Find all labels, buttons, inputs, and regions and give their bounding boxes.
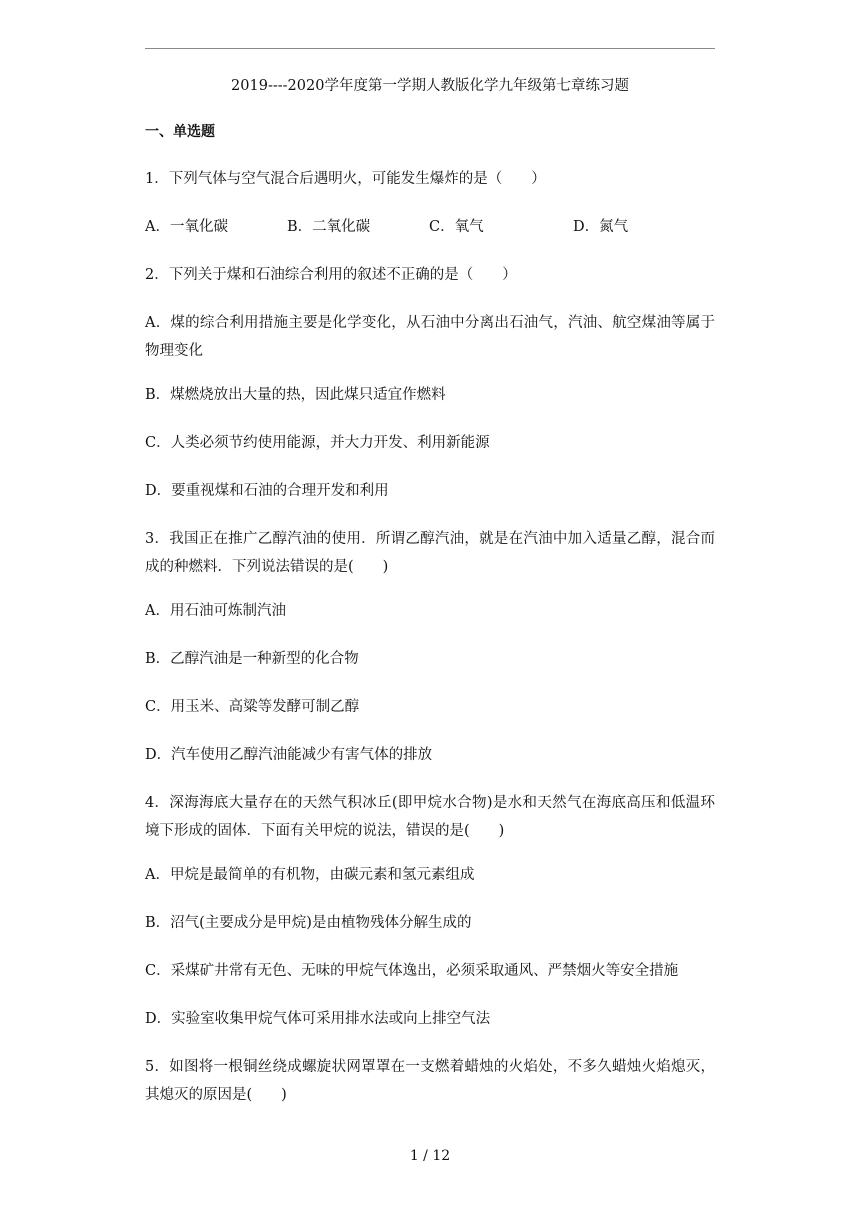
question-3-stem: 3．我国正在推广乙醇汽油的使用．所谓乙醇汽油，就是在汽油中加入适量乙醇，混合而成的种燃料．下列说法错误的是( ) [145,531,715,575]
document-content [145,122,715,1129]
question-2-option-d: D．要重视煤和石油的合理开发和利用 [145,483,389,499]
question-1-option-c: C．氧气 [429,219,484,235]
question-1-options [145,217,715,237]
question-1-option-a: A．一氧化碳 [145,219,228,235]
question-3-option-c: C．用玉米、高粱等发酵可制乙醇 [145,699,360,715]
question-3-option-b: B．乙醇汽油是一种新型的化合物 [145,651,359,667]
question-2-option-c: C．人类必须节约使用能源，并大力开发、利用新能源 [145,435,490,451]
header-divider [145,48,715,49]
question-2-stem: 2．下列关于煤和石油综合利用的叙述不正确的是（ ） [145,267,517,283]
question-1-stem: 1．下列气体与空气混合后遇明火，可能发生爆炸的是（ ） [145,171,546,187]
question-1-option-d: D．氮气 [572,219,629,235]
question-3-option-d: D．汽车使用乙醇汽油能减少有害气体的排放 [145,747,433,763]
question-4-option-b: B．沼气(主要成分是甲烷)是由植物残体分解生成的 [145,915,472,931]
section-heading: 一、单选题 [145,124,215,140]
question-5-stem: 5．如图将一根铜丝绕成螺旋状网罩罩在一支燃着蜡烛的火焰处，不多久蜡烛火焰熄灭，其熄灭的原因是( ) [145,1059,715,1103]
question-4-option-a: A．甲烷是最简单的有机物，由碳元素和氢元素组成 [145,867,475,883]
question-2-option-a: A．煤的综合利用措施主要是化学变化，从石油中分离出石油气，汽油、航空煤油等属于物理变化 [145,315,715,359]
question-4-stem: 4．深海海底大量存在的天然气积冰丘(即甲烷水合物)是水和天然气在海底高压和低温环境下形成的固体．下面有关甲烷的说法，错误的是( ) [145,795,715,839]
question-1-option-b: B．二氧化碳 [287,219,371,235]
question-3-option-a: A．用石油可炼制汽油 [145,603,286,619]
question-4-option-d: D．实验室收集甲烷气体可采用排水法或向上排空气法 [145,1011,491,1027]
question-4-option-c: C．采煤矿井常有无色、无味的甲烷气体逸出，必须采取通风、严禁烟火等安全措施 [145,963,679,979]
page-number: 1 / 12 [409,1148,451,1164]
question-2-option-b: B．煤燃烧放出大量的热，因此煤只适宜作燃料 [145,387,446,403]
document-title: 2019----2020学年度第一学期人教版化学九年级第七章练习题 [231,78,629,94]
